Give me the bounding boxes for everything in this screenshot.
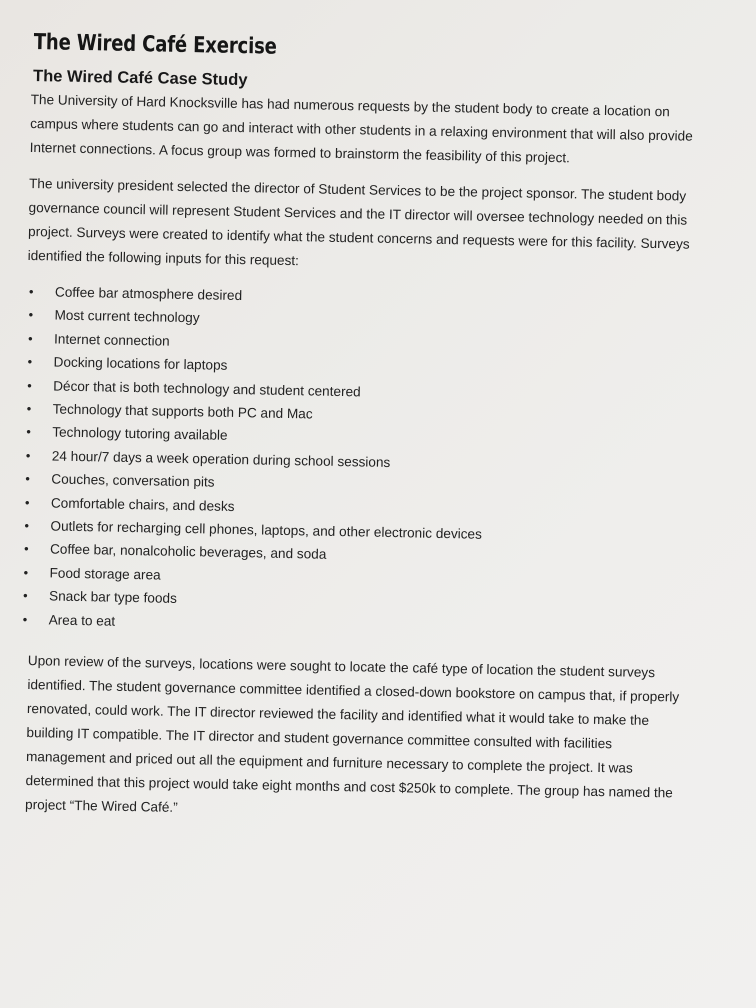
document-page [17, 30, 722, 842]
section-title: The Wired Café Case Study [32, 67, 248, 90]
closing-paragraph: Upon review of the surveys, locations were sought to locate the café type of location the student surveys identified. The student governance committee identified a closed-down bookstore on campus that, if properly renovated, could work. The IT director reviewed the facility and identified what it would take to make the building IT compatible. The IT director and student governance committee consulted with facilities management and priced out all the equipment and furniture necessary to complete the project. It was determined that this project would take eight months and cost $250k to complete. The group has named the project “The Wired Café.” [24, 653, 680, 816]
list-item: • Food storage area [21, 561, 711, 598]
list-item: • Internet connection [26, 327, 716, 364]
list-item: • Snack bar type foods [21, 584, 711, 621]
list-item: • Décor that is both technology and student centered [25, 374, 715, 411]
list-item: • Coffee bar atmosphere desired [27, 280, 717, 317]
sponsor-paragraph: The university president selected the director of Student Services to be the project sponsor. The student body governance council will represent Student Services and the IT director will oversee technology needed on this project. Surveys were created to identify what the student concerns and requests were for this facility. Surveys identified the following inputs for this request: [27, 175, 690, 269]
list-item: • Docking locations for laptops [25, 350, 715, 387]
list-item: • Technology tutoring available [24, 420, 714, 457]
list-item: • Outlets for recharging cell phones, laptops, and other electronic devices [22, 514, 712, 551]
inputs-list [20, 280, 717, 644]
list-item: • Most current technology [26, 303, 716, 340]
list-item: • Area to eat [20, 608, 710, 645]
list-item: • Technology that supports both PC and Mac [25, 397, 715, 434]
list-item: • Couches, conversation pits [23, 467, 713, 504]
list-item: • Coffee bar, nonalcoholic beverages, and soda [22, 537, 712, 574]
intro-paragraph: The University of Hard Knocksville has had numerous requests by the student body to create a location on campus where students can go and interact with other students in a relaxing environment that will also provide Internet connections. A focus group was formed to brainstorm the feasibility of this project. [29, 91, 693, 166]
list-item: • 24 hour/7 days a week operation during school sessions [24, 444, 714, 481]
document-title: The Wired Café Exercise [33, 30, 277, 60]
list-item: • Comfortable chairs, and desks [23, 491, 713, 528]
